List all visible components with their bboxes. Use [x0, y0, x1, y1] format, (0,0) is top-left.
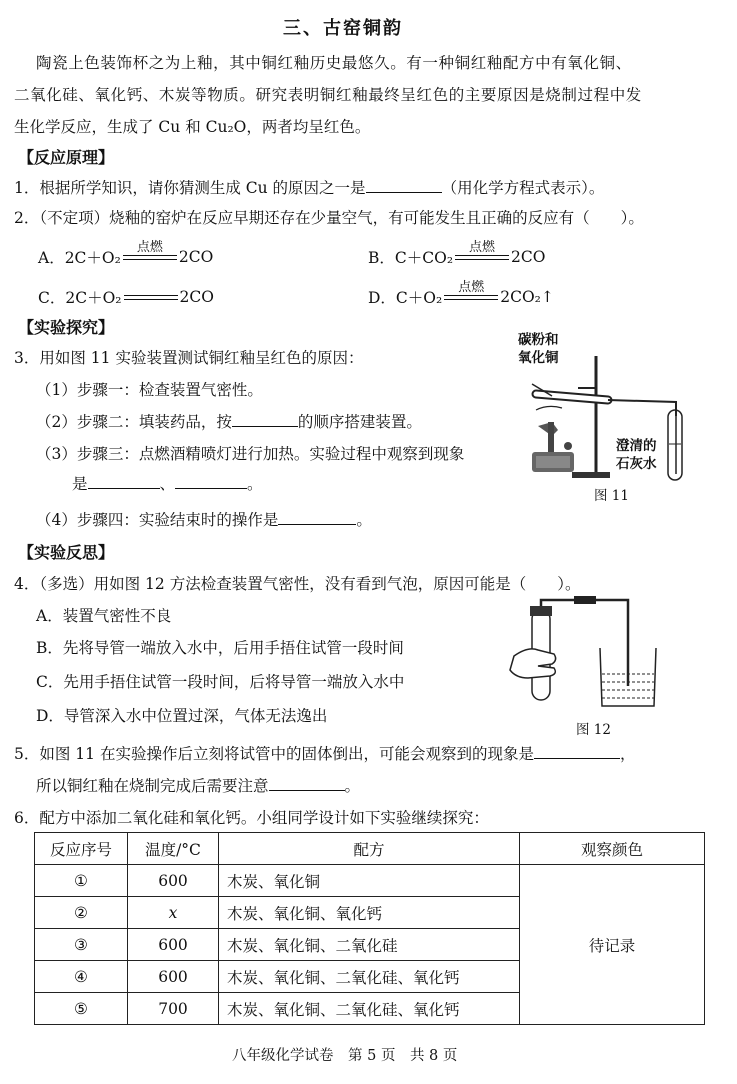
condition-arrow	[444, 280, 498, 304]
q2-option-a[interactable]	[38, 240, 214, 268]
q3-step-4-blank[interactable]	[278, 510, 356, 525]
intro-line-1: 陶瓷上色装饰杯之为上釉，其中铜红釉历史最悠久。有一种铜红釉配方中有氧化铜、	[36, 54, 632, 72]
row-number: ②	[35, 897, 128, 929]
question-3-stem: 3．用如图 11 实验装置测试铜红釉呈红色的原因：	[14, 349, 364, 367]
row-number: ③	[35, 929, 128, 961]
row-temperature: 600	[128, 865, 219, 897]
q2-a-product: 2CO	[178, 248, 214, 266]
q4-option-c[interactable]: C．先用手捂住试管一段时间，后将导管一端放入水中	[36, 673, 405, 691]
q3-step-3-answer	[72, 472, 263, 494]
q3-step-3-shi: 是	[72, 475, 88, 493]
section-reflect: 【实验反思】	[18, 543, 115, 562]
q3-step-1: （1）步骤一：检查装置气密性。	[36, 381, 263, 399]
q5-blank-2[interactable]	[269, 776, 345, 791]
row-recipe: 木炭、氧化铜、二氧化硅、氧化钙	[219, 961, 520, 993]
q5-blank-1[interactable]	[534, 744, 620, 759]
fig11-label-cuo: 氧化铜	[518, 350, 559, 366]
row-temperature: 600	[128, 961, 219, 993]
q5-comma: ，	[619, 745, 636, 763]
q2-option-c[interactable]	[38, 286, 214, 308]
intro-line-2: 二氧化硅、氧化钙、木炭等物质。研究表明铜红釉最终呈红色的主要原因是烧制过程中发	[14, 86, 642, 104]
row-number: ⑤	[35, 993, 128, 1025]
fig12-caption: 图 12	[576, 722, 611, 738]
q2-c-product: 2CO	[179, 288, 214, 306]
q3-step-3: （3）步骤三：点燃酒精喷灯进行加热。实验过程中观察到现象	[36, 445, 465, 463]
q3-step-3-sep: 、	[159, 475, 176, 493]
q5-end: 。	[344, 777, 361, 795]
q3-step-4-text: （4）步骤四：实验结束时的操作是	[36, 511, 279, 529]
q4-option-d[interactable]: D．导管深入水中位置过深，气体无法逸出	[36, 707, 328, 725]
q4-option-b[interactable]: B．先将导管一端放入水中，后用手捂住试管一段时间	[36, 639, 404, 657]
question-6-stem: 6．配方中添加二氧化硅和氧化钙。小组同学设计如下实验继续探究：	[14, 809, 489, 827]
question-4-stem: 4．（多选）用如图 12 方法检查装置气密性，没有看到气泡，原因可能是（ ）。	[14, 575, 581, 593]
row-recipe: 木炭、氧化铜、二氧化硅、氧化钙	[219, 993, 520, 1025]
q3-step-3-blank-2[interactable]	[175, 474, 247, 489]
experiment-table	[34, 832, 705, 1025]
q2-d-product: 2CO₂↑	[500, 288, 554, 306]
q2-d-reactants: D．C＋O₂	[368, 289, 443, 307]
question-2-stem: 2．（不定项）烧釉的窑炉在反应早期还存在少量空气，有可能发生且正确的反应有（ ）。	[14, 209, 644, 227]
table-header: 温度/°C	[128, 833, 219, 865]
table-header: 观察颜色	[520, 833, 705, 865]
section-principle: 【反应原理】	[18, 148, 115, 167]
q1-answer-blank[interactable]	[366, 178, 442, 193]
intro-line-3: 生化学反应，生成了 Cu 和 Cu₂O，两者均呈红色。	[14, 118, 371, 136]
q3-step-2-blank[interactable]	[232, 412, 298, 427]
q3-step-3-end: 。	[247, 475, 263, 493]
row-temperature: x	[128, 897, 219, 929]
fig11-apparatus-drawing	[508, 326, 700, 502]
figure-11	[508, 326, 700, 502]
q2-c-reactants: C．2C＋O₂	[38, 289, 122, 307]
fig12-airtight-check-drawing	[508, 594, 658, 716]
q1-text: 1．根据所学知识，请你猜测生成 Cu 的原因之一是	[14, 179, 366, 197]
figure-12	[508, 594, 658, 738]
q3-step-3-blank-1[interactable]	[88, 474, 160, 489]
row-recipe: 木炭、氧化铜、二氧化硅	[219, 929, 520, 961]
row-recipe: 木炭、氧化铜、氧化钙	[219, 897, 520, 929]
q3-step-2	[36, 410, 422, 432]
q2-b-reactants: B．C＋CO₂	[368, 249, 454, 267]
question-1	[14, 176, 604, 198]
q1-text-after: （用化学方程式表示）。	[441, 179, 605, 197]
row-number: ④	[35, 961, 128, 993]
q3-step-2-text-after: 的顺序搭建装置。	[297, 413, 422, 431]
q3-step-4-end: 。	[356, 511, 372, 529]
row-recipe: 木炭、氧化铜	[219, 865, 520, 897]
equals-arrow	[124, 290, 178, 304]
row-temperature: 600	[128, 929, 219, 961]
q2-a-reactants: A．2C＋O₂	[38, 249, 121, 267]
observed-color-cell: 待记录	[520, 865, 705, 1025]
page-title: 三、古窑铜韵	[283, 18, 403, 39]
table-header: 反应序号	[35, 833, 128, 865]
fig11-label-carbon: 碳粉和	[518, 332, 559, 348]
fig11-label-limewater-2: 石灰水	[616, 456, 657, 472]
q2-option-b[interactable]	[368, 240, 546, 268]
q3-step-4	[36, 508, 372, 530]
condition-label: 点燃	[469, 240, 496, 255]
q3-step-2-text: （2）步骤二：填装药品，按	[36, 413, 232, 431]
condition-label: 点燃	[136, 240, 163, 255]
table-header-row	[35, 833, 705, 865]
question-5-line-2	[36, 774, 360, 796]
q2-b-product: 2CO	[511, 248, 546, 266]
q5-text: 5．如图 11 在实验操作后立刻将试管中的固体倒出，可能会观察到的现象是	[14, 745, 534, 763]
table-row	[35, 865, 705, 897]
q2-option-d[interactable]	[368, 280, 554, 308]
question-5-line-1	[14, 742, 635, 764]
section-explore: 【实验探究】	[18, 318, 115, 337]
condition-arrow	[455, 240, 509, 264]
row-temperature: 700	[128, 993, 219, 1025]
fig11-label-limewater-1: 澄清的	[616, 438, 657, 454]
fig11-caption: 图 11	[594, 488, 629, 504]
q5-text-2: 所以铜红釉在烧制完成后需要注意	[36, 777, 269, 795]
table-header: 配方	[219, 833, 520, 865]
condition-arrow	[123, 240, 177, 264]
condition-label: 点燃	[458, 280, 485, 295]
q4-option-a[interactable]: A．装置气密性不良	[36, 607, 172, 625]
page-footer: 八年级化学试卷 第 5 页 共 8 页	[232, 1048, 458, 1064]
row-number: ①	[35, 865, 128, 897]
